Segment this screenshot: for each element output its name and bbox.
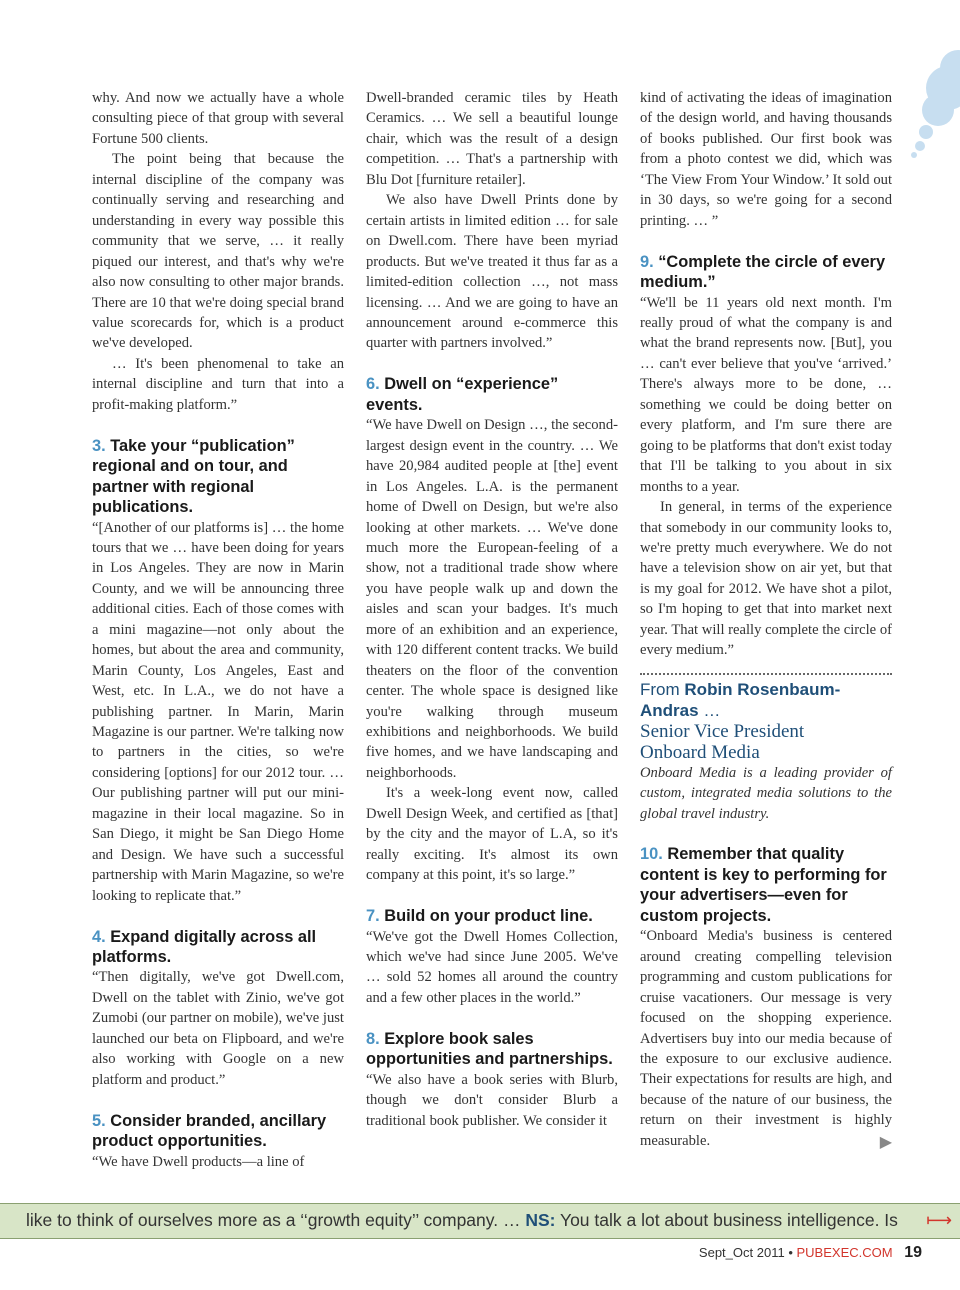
col1-para-4: “[Another of our platforms is] … the home tours that we … have been doing for years in Los Angeles. They are now in Marin County, and we will be announcing three additional cities. Each of those comes with a mini magazine—not only about the homes, but about the area and community, Marin County, Los Angeles, East and West, etc. In L.A., we do not have a publishing partner. In Marin, Marin Magazine is our partner. We're talking now to partners in the cities, so we're considering [options] for our 2012 tour. …Our publishing partner will put our mini-magazine in their local magazine. So in San Diego, it might be San Diego Home and Design. We have such a successful partnership with Marin Magazine, so we're looking to replicate that.” xyxy=(92,519,344,904)
heading-6-number: 6. xyxy=(366,375,380,394)
heading-4-number: 4. xyxy=(92,927,106,946)
continue-arrow-icon: ▶ xyxy=(879,1133,892,1151)
column-1 xyxy=(92,88,344,1172)
col2-para-5: “We've got the Dwell Homes Collection, which we've had since June 2005. We've … sold 52 homes all around the country and a few other places in the world.” xyxy=(366,928,618,1006)
column-2 xyxy=(366,88,618,1131)
heading-6 xyxy=(366,374,618,415)
footer-bullet: • xyxy=(788,1245,793,1260)
page-footer xyxy=(699,1244,922,1262)
heading-10-number: 10. xyxy=(640,845,663,864)
col3-para-4 xyxy=(640,926,892,1151)
banner-text xyxy=(26,1210,898,1231)
heading-9-number: 9. xyxy=(640,252,654,271)
from-ellipsis: … xyxy=(703,700,721,720)
heading-9 xyxy=(640,252,892,293)
company-blurb: Onboard Media is a leading provider of custom, integrated media solutions to the global travel industry. xyxy=(640,764,892,822)
heading-7 xyxy=(366,906,618,926)
heading-6-text: Dwell on “experience” events. xyxy=(366,375,559,414)
heading-8 xyxy=(366,1029,618,1070)
col3-para-3: In general, in terms of the experience that somebody in our community looks to, we're pretty much everywhere. We do not have a television show on air yet, but that is my goal for 2012. We have shot a pilot, so I'm hoping to get that into market next year. That will really complete the circle of every medium.” xyxy=(640,499,892,659)
heading-5-text: Consider branded, ancillary product opportunities. xyxy=(92,1111,327,1151)
heading-5-number: 5. xyxy=(92,1111,106,1130)
heading-9-text: “Complete the circle of every medium.” xyxy=(640,252,886,292)
col1-para-6: “We have Dwell products—a line of xyxy=(92,1153,305,1170)
col2-para-3: “We have Dwell on Design …, the second-largest design event in the country. … We have 20,984 audited people at [the] event in Los Angeles. L.A. is the permanent home of Dwell on Design, but we're also looking at other markets. … We've done much more the European-feeling of a show, not a traditional trade show where you have people walk up and down the aisles and scan your badges. It's much more of an exhibition and an experience, with 120 different content tracks. We build theaters on the floor of the convention center. The whole space is designed like you're walking through museum exhibitions and neighborhoods. We build five homes, and we have landscaping and neighborhoods. xyxy=(366,417,618,781)
col2-para-6: “We also have a book series with Blurb, though we don't consider Blurb a traditional book publisher. We consider it xyxy=(366,1071,618,1129)
heading-8-text: Explore book sales opportunities and partnerships. xyxy=(366,1029,613,1069)
banner-text-1: like to think of ourselves more as a ‘‘growth equity’’ company. … xyxy=(26,1210,526,1230)
col1-para-1: why. And now we actually have a whole consulting piece of that group with several Fortune 500 clients. xyxy=(92,90,344,147)
banner-text-2: You talk a lot about business intelligence. Is xyxy=(555,1210,898,1230)
profile-name: Robin Rosenbaum-Andras xyxy=(640,679,841,720)
profile-company: Onboard Media xyxy=(640,741,760,763)
continue-right-arrow-icon: ⟼ xyxy=(926,1210,952,1230)
col1-para-3: … It's been phenomenal to take an internal discipline and turn that into a profit-making platform.” xyxy=(92,355,344,413)
running-banner xyxy=(0,1203,960,1239)
profile-from-line xyxy=(640,679,892,721)
heading-3-number: 3. xyxy=(92,436,106,455)
col3-para-1: kind of activating the ideas of imagination of the design world, and having thousands of books published. Our first book was from a photo contest we did, which was ‘The View From Your Window.’ It sold out in 30 days, so we're going for a second printing. … ” xyxy=(640,90,892,229)
col1-para-2: The point being that because the internal discipline of the company was continually serving and researching and understanding in every way possible this community that we serve, … it really piqued our interest, and that's why we're also now consulting to other major brands. There are 10 that we're doing special brand value scorecards for, which is a product we've developed. xyxy=(92,151,344,352)
col2-para-2: We also have Dwell Prints done by certain artists in limited edition … for sale on Dwell.com. There have been myriad products. But we've treated it thus far as a limited-edition collection …, not mass licensing. … And we are going to have an announcement around e-commerce this quarter with partners involved.” xyxy=(366,192,618,352)
heading-3 xyxy=(92,436,344,518)
heading-7-number: 7. xyxy=(366,907,380,926)
site-url: PUBEXEC.COM xyxy=(796,1245,893,1260)
column-3 xyxy=(640,88,892,1153)
col2-para-4: It's a week-long event now, called Dwell Design Week, and certified as [that] by the city and the mayor of L.A, so it's really exciting. It's almost its own company at this point, it's so large.” xyxy=(366,785,618,884)
heading-7-text: Build on your product line. xyxy=(384,907,593,926)
banner-ns-label: NS: xyxy=(525,1210,556,1230)
heading-4 xyxy=(92,927,344,968)
heading-8-number: 8. xyxy=(366,1029,380,1048)
col3-para-4-text: “Onboard Media's business is centered around creating compelling television programming and custom publications for cruise vacationers. Our message is very focused on the shopping experience. Advertisers buy into our media because of the exposure to our exclusive audience. Their expectations for results are high, and because of the nature of our business, the return on their investment is highly measurable. xyxy=(640,928,892,1149)
dotted-divider xyxy=(640,673,892,675)
col3-para-2: “We'll be 11 years old next month. I'm really proud of what the company is and what the brand represents now. [But], you … can't ever believe that you've ‘arrived.’ There's always more to be done, … something we could be doing better on every platform, and I'm sure there are going to be platforms that don't exist today that I'll be talking to you about in six months to a year. xyxy=(640,294,892,495)
heading-10 xyxy=(640,844,892,926)
heading-3-text: Take your “publication” regional and on tour, and partner with regional publications. xyxy=(92,436,295,517)
page-number: 19 xyxy=(904,1244,922,1261)
heading-10-text: Remember that quality content is key to performing for your advertisers—even for custom projects. xyxy=(640,845,887,925)
issue-date: Sept_Oct 2011 xyxy=(698,1245,785,1260)
col2-para-1: Dwell-branded ceramic tiles by Heath Ceramics. … We sell a beautiful lounge chair, which was the result of a design competition. … That's a partnership with Blu Dot [furniture retailer]. xyxy=(366,90,618,188)
profile-title: Senior Vice President xyxy=(640,720,805,742)
cloud-decoration xyxy=(900,40,960,160)
col1-para-5: “Then digitally, we've got Dwell.com, Dwell on the tablet with Zinio, we've got Zumobi (our partner on mobile), we've just launched our beta on Flipboard, and we're also working with Google on a new platform and product.” xyxy=(92,969,344,1088)
heading-4-text: Expand digitally across all platforms. xyxy=(92,927,317,966)
from-label: From xyxy=(640,679,680,699)
heading-5 xyxy=(92,1111,344,1152)
